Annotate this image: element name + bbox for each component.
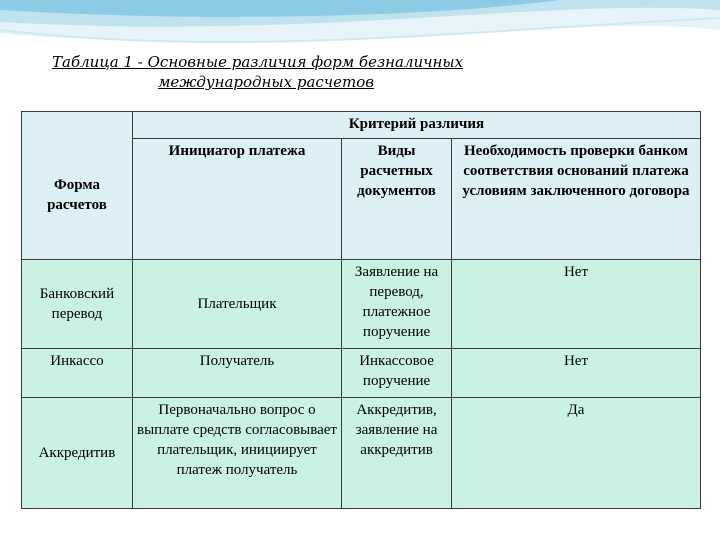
cell-verification: Да — [451, 398, 700, 509]
cell-form: Аккредитив — [22, 398, 133, 509]
cell-verification: Нет — [451, 349, 700, 398]
cell-documents: Инкассовое поручение — [342, 349, 452, 398]
corner-header-cell: Форма расчетов — [22, 112, 133, 260]
cell-initiator: Получатель — [132, 349, 341, 398]
caption-line-1: Таблица 1 - Основные различия форм безналичных — [52, 53, 464, 71]
table-row — [22, 349, 701, 398]
cell-verification: Нет — [451, 260, 700, 349]
table-header-row-group — [22, 112, 701, 139]
column-header-verification: Необходимость проверки банком соответствия оснований платежа условиям заключенного договора — [451, 139, 700, 260]
cell-form: Инкассо — [22, 349, 133, 398]
cell-initiator: Первоначально вопрос о выплате средств согласовывает плательщик, инициирует платеж получатель — [132, 398, 341, 509]
cell-initiator: Плательщик — [132, 260, 341, 349]
cell-form: Банковский перевод — [22, 260, 133, 349]
column-header-documents: Виды расчетных документов — [342, 139, 452, 260]
column-header-initiator: Инициатор платежа — [132, 139, 341, 260]
comparison-table — [21, 111, 701, 509]
table-row — [22, 260, 701, 349]
caption-line-2: международных расчетов — [158, 73, 374, 91]
cell-documents: Заявление на перевод, платежное поручение — [342, 260, 452, 349]
cell-documents: Аккредитив, заявление на аккредитив — [342, 398, 452, 509]
table-row — [22, 398, 701, 509]
group-header-cell: Критерий различия — [132, 112, 700, 139]
